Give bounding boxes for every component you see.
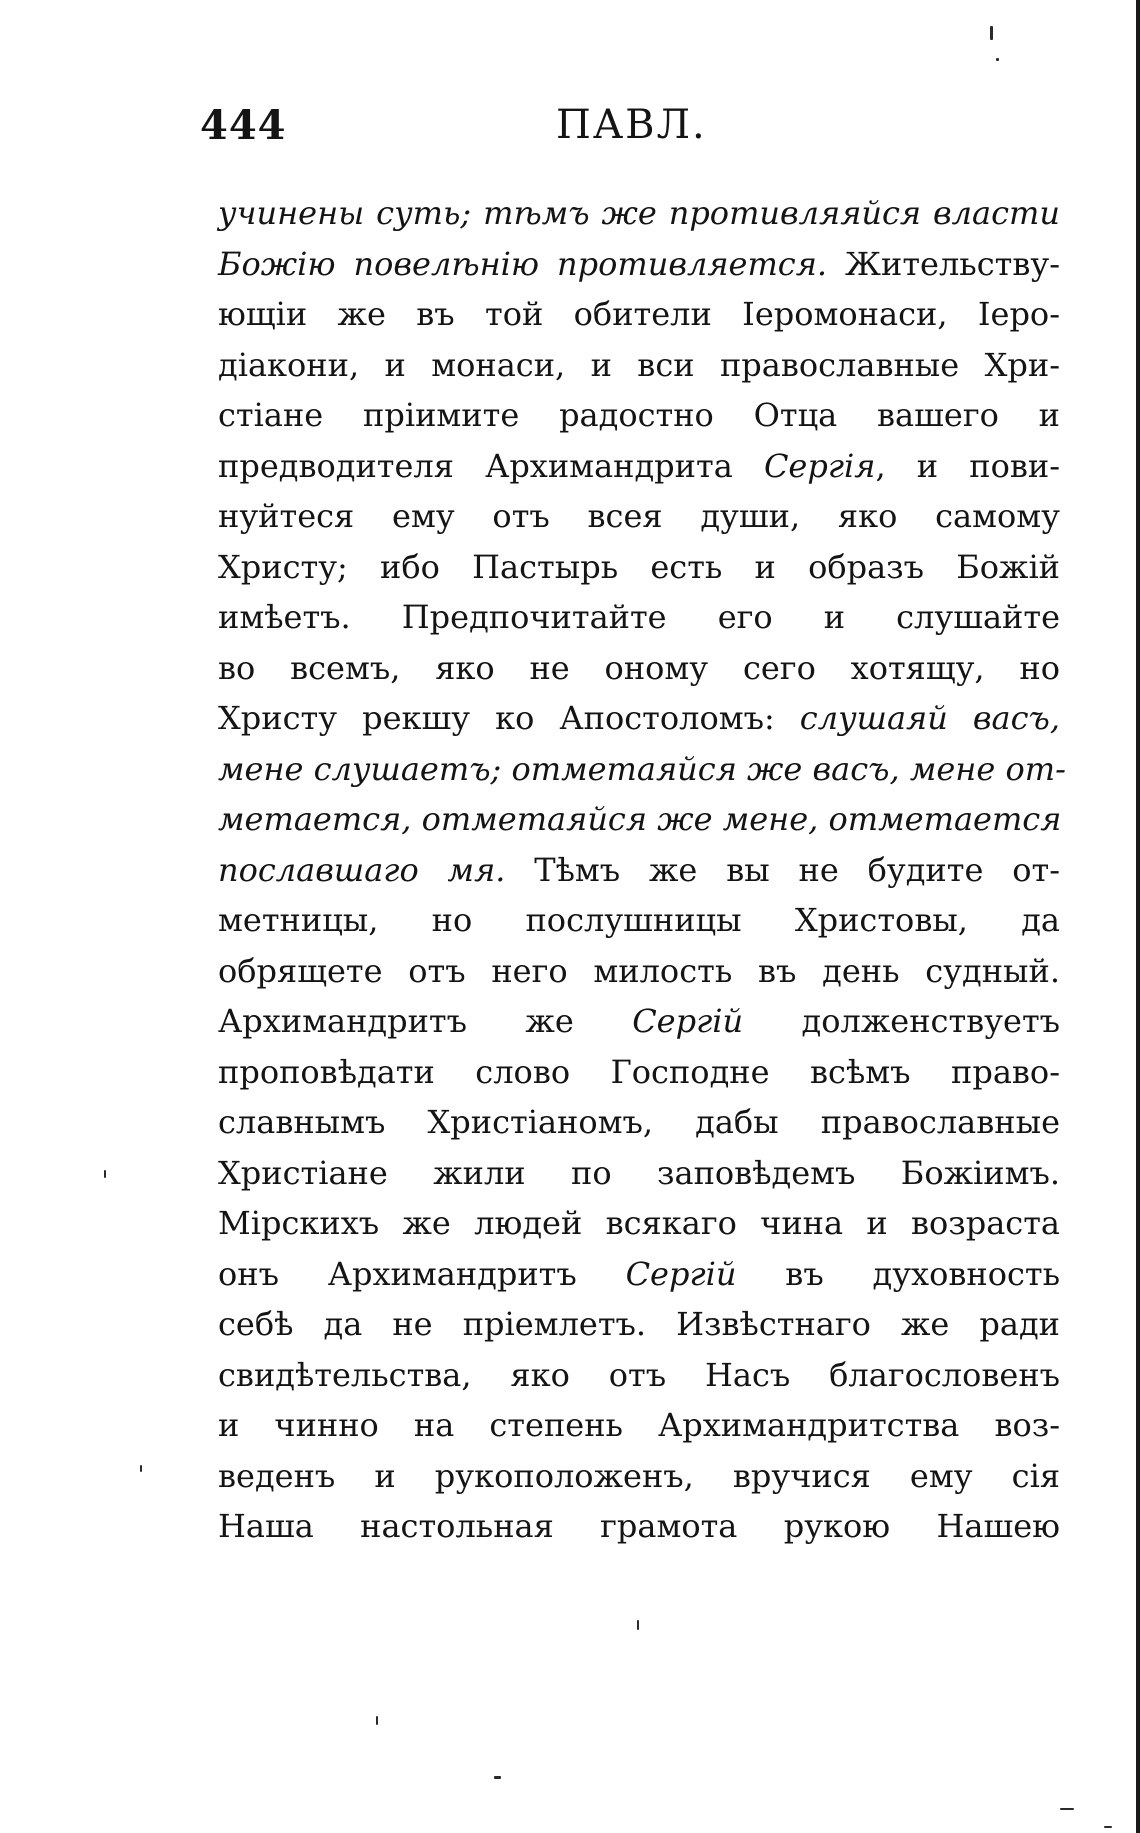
text-segment: Христу; ибо Пастырь есть и образъ Божiй	[218, 547, 1060, 586]
text-line	[218, 1451, 1060, 1502]
text-line	[218, 188, 1060, 239]
scan-speck	[1060, 1808, 1074, 1810]
running-title: ПАВЛ.	[556, 102, 707, 148]
text-segment: онъ Архимандритъ	[218, 1254, 626, 1293]
text-segment: Жительству-	[827, 244, 1061, 283]
scan-speck	[104, 1170, 106, 1178]
text-line	[218, 1501, 1060, 1552]
text-segment: веденъ и рукоположенъ, вручися ему сiя	[218, 1456, 1060, 1495]
italic-text-segment: Сергiя	[763, 446, 876, 485]
text-line	[218, 996, 1060, 1047]
text-line	[218, 946, 1060, 997]
text-segment: имѣетъ. Предпочитайте его и слушайте	[218, 598, 1060, 636]
text-segment: Архимандритъ же	[218, 1002, 633, 1040]
text-line	[218, 895, 1060, 946]
text-segment: долженствуетъ	[743, 1002, 1060, 1040]
scan-speck	[140, 1465, 142, 1472]
text-line	[218, 1148, 1060, 1199]
italic-text-segment: учинены суть; тѣмъ же противляяйся власти	[218, 194, 1060, 232]
text-line	[218, 845, 1060, 896]
text-segment: нуйтеся ему отъ всея души, яко самому	[218, 497, 1060, 535]
text-segment: славнымъ Христiаномъ, дабы православные	[218, 1103, 1060, 1141]
text-segment: Тѣмъ же вы не будите от-	[505, 850, 1061, 889]
scan-speck	[376, 1716, 378, 1725]
text-segment: Христiане жили по заповѣдемъ Божiимъ.	[218, 1153, 1060, 1192]
text-segment: ющiи же въ той обители Iеромонаси, Iеро-	[218, 295, 1060, 333]
text-segment: себѣ да не прiемлетъ. Извѣстнаго же ради	[218, 1305, 1060, 1343]
scan-speck	[990, 26, 993, 40]
text-segment: , и пови-	[875, 446, 1061, 485]
body-text	[218, 188, 1066, 1552]
scan-speck	[996, 58, 999, 61]
text-line	[218, 643, 1060, 694]
text-line	[218, 744, 1066, 795]
italic-text-segment: Божiю повелѣнiю противляется.	[218, 244, 828, 283]
text-line	[218, 390, 1060, 441]
text-segment: въ духовность	[736, 1254, 1060, 1293]
text-segment: проповѣдати слово Господне всѣмъ право-	[218, 1052, 1060, 1091]
text-line	[218, 289, 1060, 340]
italic-text-segment: Сергiй	[632, 1002, 744, 1040]
text-segment: Мiрскихъ же людей всякаго чина и возраста	[218, 1204, 1060, 1242]
text-line	[218, 1097, 1060, 1148]
text-line	[218, 1400, 1060, 1451]
text-line	[218, 340, 1060, 391]
text-line	[218, 1350, 1060, 1401]
text-line	[218, 239, 1060, 290]
text-line	[218, 1047, 1060, 1098]
text-segment: дiакони, и монаси, и вси православные Хри-	[218, 345, 1060, 384]
text-segment: предводителя Архимандрита	[218, 446, 764, 485]
text-line	[218, 693, 1060, 744]
italic-text-segment: пославшаго мя.	[218, 850, 506, 889]
italic-text-segment: слушаяй васъ,	[799, 699, 1061, 737]
text-line	[218, 1198, 1060, 1249]
text-line	[218, 491, 1060, 542]
italic-text-segment: мене слушаетъ; отметаяйся же васъ, мене от-	[218, 749, 1066, 788]
italic-text-segment: Сергiй	[625, 1254, 737, 1293]
scan-speck	[637, 1620, 639, 1630]
text-line	[218, 441, 1060, 492]
text-line	[218, 794, 1060, 845]
text-segment: свидѣтельства, яко отъ Насъ благословенъ	[218, 1355, 1060, 1394]
text-line	[218, 592, 1060, 643]
scan-speck	[494, 1776, 501, 1779]
text-segment: Наша настольная грамота рукою Нашею	[218, 1507, 1060, 1545]
scan-speck	[1104, 1826, 1112, 1828]
text-line	[218, 542, 1060, 593]
text-segment: Христу рекшу ко Апостоломъ:	[218, 699, 800, 737]
page-edge-shadow	[1136, 0, 1140, 1833]
text-line	[218, 1249, 1060, 1300]
text-segment: во всемъ, яко не оному сего хотящу, но	[218, 648, 1060, 687]
text-segment: и чинно на степень Архимандритства воз-	[218, 1406, 1060, 1444]
page-number: 444	[200, 102, 287, 149]
text-segment: метницы, но послушницы Христовы, да	[218, 901, 1060, 939]
italic-text-segment: метается, отметаяйся же мене, отметается	[218, 800, 1062, 838]
text-segment: обрящете отъ него милость въ день судный.	[218, 951, 1060, 990]
text-segment: стiане прiимите радостно Отца вашего и	[218, 396, 1060, 434]
running-head	[200, 102, 1060, 162]
text-line	[218, 1299, 1060, 1350]
